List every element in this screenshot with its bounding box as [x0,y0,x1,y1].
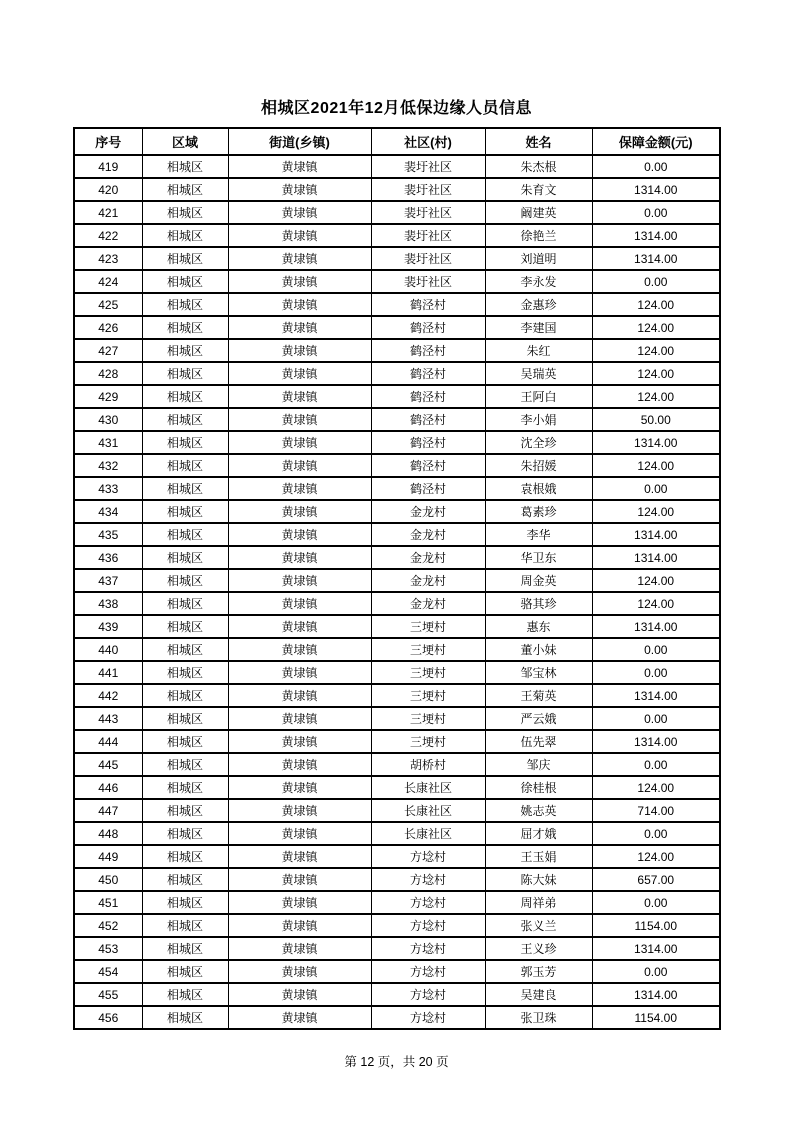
cell-index: 442 [74,684,142,707]
cell-amount: 1314.00 [592,730,720,753]
cell-index: 453 [74,937,142,960]
cell-name: 张卫珠 [485,1006,592,1029]
cell-region: 相城区 [142,178,228,201]
column-header-index: 序号 [74,128,142,155]
cell-amount: 124.00 [592,776,720,799]
cell-community: 三埂村 [371,661,485,684]
cell-amount: 0.00 [592,960,720,983]
cell-region: 相城区 [142,500,228,523]
cell-community: 长康社区 [371,776,485,799]
cell-name: 袁根娥 [485,477,592,500]
cell-amount: 124.00 [592,569,720,592]
column-header-street: 街道(乡镇) [228,128,371,155]
table-row [74,730,720,753]
cell-region: 相城区 [142,891,228,914]
cell-community: 金龙村 [371,500,485,523]
cell-region: 相城区 [142,477,228,500]
cell-region: 相城区 [142,592,228,615]
cell-name: 伍先翠 [485,730,592,753]
cell-name: 陈大妹 [485,868,592,891]
cell-community: 三埂村 [371,684,485,707]
table-row [74,707,720,730]
cell-amount: 1314.00 [592,431,720,454]
cell-community: 方埝村 [371,868,485,891]
cell-region: 相城区 [142,155,228,178]
table-row [74,799,720,822]
cell-name: 吴瑞英 [485,362,592,385]
table-row [74,454,720,477]
cell-community: 鹤泾村 [371,293,485,316]
cell-index: 436 [74,546,142,569]
cell-region: 相城区 [142,707,228,730]
cell-index: 431 [74,431,142,454]
cell-name: 王玉娟 [485,845,592,868]
cell-name: 李永发 [485,270,592,293]
table-row [74,201,720,224]
cell-index: 444 [74,730,142,753]
column-header-amount: 保障金额(元) [592,128,720,155]
cell-amount: 0.00 [592,707,720,730]
cell-amount: 0.00 [592,661,720,684]
table-row [74,270,720,293]
cell-index: 450 [74,868,142,891]
cell-community: 鹤泾村 [371,362,485,385]
cell-street: 黄埭镇 [228,500,371,523]
cell-street: 黄埭镇 [228,730,371,753]
cell-region: 相城区 [142,1006,228,1029]
cell-amount: 1314.00 [592,546,720,569]
cell-name: 吴建良 [485,983,592,1006]
cell-street: 黄埭镇 [228,868,371,891]
cell-index: 456 [74,1006,142,1029]
cell-region: 相城区 [142,868,228,891]
table-row [74,684,720,707]
cell-name: 周金英 [485,569,592,592]
cell-community: 三埂村 [371,730,485,753]
table-row [74,155,720,178]
table-row [74,960,720,983]
cell-street: 黄埭镇 [228,477,371,500]
cell-street: 黄埭镇 [228,431,371,454]
cell-region: 相城区 [142,684,228,707]
cell-community: 裴圩社区 [371,155,485,178]
cell-index: 448 [74,822,142,845]
cell-name: 严云娥 [485,707,592,730]
cell-street: 黄埭镇 [228,845,371,868]
cell-street: 黄埭镇 [228,362,371,385]
cell-name: 骆其珍 [485,592,592,615]
table-row [74,983,720,1006]
table-row [74,500,720,523]
cell-amount: 1314.00 [592,937,720,960]
cell-index: 455 [74,983,142,1006]
cell-name: 朱招媛 [485,454,592,477]
table-row [74,523,720,546]
cell-region: 相城区 [142,615,228,638]
cell-amount: 124.00 [592,362,720,385]
cell-index: 423 [74,247,142,270]
cell-street: 黄埭镇 [228,776,371,799]
cell-index: 429 [74,385,142,408]
cell-community: 三埂村 [371,615,485,638]
page-title: 相城区2021年12月低保边缘人员信息 [261,100,532,117]
cell-name: 刘道明 [485,247,592,270]
cell-name: 朱红 [485,339,592,362]
cell-street: 黄埭镇 [228,615,371,638]
cell-amount: 124.00 [592,454,720,477]
cell-street: 黄埭镇 [228,822,371,845]
cell-street: 黄埭镇 [228,753,371,776]
table-row [74,845,720,868]
table-row [74,178,720,201]
cell-street: 黄埭镇 [228,592,371,615]
cell-amount: 1314.00 [592,247,720,270]
cell-index: 435 [74,523,142,546]
cell-region: 相城区 [142,845,228,868]
cell-community: 长康社区 [371,799,485,822]
cell-index: 424 [74,270,142,293]
cell-name: 惠东 [485,615,592,638]
cell-name: 邹宝林 [485,661,592,684]
cell-name: 朱育文 [485,178,592,201]
cell-community: 鹤泾村 [371,431,485,454]
cell-index: 430 [74,408,142,431]
cell-community: 方埝村 [371,937,485,960]
cell-region: 相城区 [142,914,228,937]
cell-community: 鹤泾村 [371,316,485,339]
cell-community: 鹤泾村 [371,339,485,362]
cell-region: 相城区 [142,799,228,822]
table-header [74,128,720,155]
cell-region: 相城区 [142,339,228,362]
cell-region: 相城区 [142,385,228,408]
cell-street: 黄埭镇 [228,684,371,707]
cell-street: 黄埭镇 [228,316,371,339]
table-row [74,1006,720,1029]
cell-amount: 124.00 [592,385,720,408]
cell-community: 三埂村 [371,707,485,730]
cell-amount: 0.00 [592,477,720,500]
benefits-table [73,127,721,1030]
cell-region: 相城区 [142,247,228,270]
table-row [74,546,720,569]
cell-community: 金龙村 [371,546,485,569]
cell-community: 裴圩社区 [371,224,485,247]
cell-region: 相城区 [142,431,228,454]
cell-street: 黄埭镇 [228,339,371,362]
cell-region: 相城区 [142,569,228,592]
cell-name: 金惠珍 [485,293,592,316]
cell-region: 相城区 [142,224,228,247]
cell-street: 黄埭镇 [228,891,371,914]
cell-index: 422 [74,224,142,247]
cell-name: 华卫东 [485,546,592,569]
cell-name: 王义珍 [485,937,592,960]
cell-index: 445 [74,753,142,776]
cell-name: 邹庆 [485,753,592,776]
cell-amount: 0.00 [592,753,720,776]
cell-street: 黄埭镇 [228,983,371,1006]
cell-community: 裴圩社区 [371,178,485,201]
cell-community: 长康社区 [371,822,485,845]
cell-name: 王菊英 [485,684,592,707]
cell-region: 相城区 [142,753,228,776]
cell-community: 三埂村 [371,638,485,661]
cell-street: 黄埭镇 [228,1006,371,1029]
cell-community: 方埝村 [371,983,485,1006]
cell-name: 郭玉芳 [485,960,592,983]
cell-street: 黄埭镇 [228,638,371,661]
cell-community: 方埝村 [371,845,485,868]
cell-amount: 1314.00 [592,983,720,1006]
cell-index: 451 [74,891,142,914]
table-row [74,822,720,845]
cell-community: 方埝村 [371,960,485,983]
cell-index: 427 [74,339,142,362]
cell-amount: 0.00 [592,822,720,845]
cell-name: 李建国 [485,316,592,339]
cell-region: 相城区 [142,776,228,799]
cell-street: 黄埭镇 [228,960,371,983]
cell-region: 相城区 [142,523,228,546]
cell-index: 420 [74,178,142,201]
cell-region: 相城区 [142,293,228,316]
cell-street: 黄埭镇 [228,224,371,247]
cell-amount: 124.00 [592,592,720,615]
cell-street: 黄埭镇 [228,546,371,569]
cell-index: 433 [74,477,142,500]
cell-region: 相城区 [142,960,228,983]
cell-amount: 1314.00 [592,523,720,546]
cell-index: 449 [74,845,142,868]
cell-name: 周祥弟 [485,891,592,914]
table-row [74,431,720,454]
cell-street: 黄埭镇 [228,385,371,408]
cell-region: 相城区 [142,362,228,385]
cell-street: 黄埭镇 [228,178,371,201]
cell-street: 黄埭镇 [228,247,371,270]
cell-amount: 1314.00 [592,615,720,638]
cell-region: 相城区 [142,316,228,339]
cell-street: 黄埭镇 [228,155,371,178]
cell-region: 相城区 [142,408,228,431]
cell-region: 相城区 [142,270,228,293]
cell-street: 黄埭镇 [228,661,371,684]
table-row [74,661,720,684]
cell-street: 黄埭镇 [228,914,371,937]
cell-street: 黄埭镇 [228,408,371,431]
cell-amount: 1314.00 [592,224,720,247]
cell-index: 426 [74,316,142,339]
cell-index: 419 [74,155,142,178]
table-row [74,385,720,408]
cell-community: 方埝村 [371,891,485,914]
cell-community: 鹤泾村 [371,385,485,408]
table-row [74,224,720,247]
cell-index: 452 [74,914,142,937]
table-row [74,362,720,385]
cell-amount: 0.00 [592,201,720,224]
cell-community: 裴圩社区 [371,201,485,224]
cell-index: 428 [74,362,142,385]
page-footer: 第 12 页，共 20 页 [344,1055,449,1069]
cell-name: 董小妹 [485,638,592,661]
cell-amount: 124.00 [592,339,720,362]
cell-region: 相城区 [142,454,228,477]
cell-name: 姚志英 [485,799,592,822]
cell-name: 葛素珍 [485,500,592,523]
column-header-community: 社区(村) [371,128,485,155]
cell-amount: 0.00 [592,638,720,661]
table-row [74,316,720,339]
cell-amount: 0.00 [592,891,720,914]
cell-street: 黄埭镇 [228,523,371,546]
table-row [74,293,720,316]
cell-community: 金龙村 [371,569,485,592]
table-row [74,615,720,638]
cell-name: 沈全珍 [485,431,592,454]
table-row [74,868,720,891]
cell-name: 李华 [485,523,592,546]
table-row [74,776,720,799]
cell-amount: 124.00 [592,845,720,868]
cell-street: 黄埭镇 [228,707,371,730]
cell-street: 黄埭镇 [228,454,371,477]
table-row [74,753,720,776]
cell-name: 阚建英 [485,201,592,224]
cell-index: 441 [74,661,142,684]
table-header-row [74,128,720,155]
cell-index: 446 [74,776,142,799]
table-row [74,592,720,615]
cell-name: 张义兰 [485,914,592,937]
cell-street: 黄埭镇 [228,937,371,960]
table-row [74,569,720,592]
cell-community: 金龙村 [371,592,485,615]
cell-amount: 124.00 [592,316,720,339]
cell-region: 相城区 [142,983,228,1006]
cell-amount: 1154.00 [592,1006,720,1029]
table-row [74,477,720,500]
cell-name: 李小娟 [485,408,592,431]
cell-amount: 714.00 [592,799,720,822]
cell-index: 440 [74,638,142,661]
cell-region: 相城区 [142,546,228,569]
table-row [74,891,720,914]
cell-street: 黄埭镇 [228,270,371,293]
cell-region: 相城区 [142,937,228,960]
cell-street: 黄埭镇 [228,201,371,224]
table-row [74,247,720,270]
table-row [74,638,720,661]
cell-index: 425 [74,293,142,316]
cell-amount: 1154.00 [592,914,720,937]
cell-index: 447 [74,799,142,822]
cell-name: 屈才娥 [485,822,592,845]
table-row [74,339,720,362]
cell-index: 439 [74,615,142,638]
cell-amount: 0.00 [592,155,720,178]
cell-amount: 124.00 [592,500,720,523]
cell-name: 朱杰根 [485,155,592,178]
cell-amount: 1314.00 [592,178,720,201]
cell-community: 胡桥村 [371,753,485,776]
cell-name: 王阿白 [485,385,592,408]
cell-region: 相城区 [142,638,228,661]
cell-community: 裴圩社区 [371,247,485,270]
cell-community: 裴圩社区 [371,270,485,293]
column-header-name: 姓名 [485,128,592,155]
cell-street: 黄埭镇 [228,293,371,316]
cell-street: 黄埭镇 [228,799,371,822]
cell-community: 金龙村 [371,523,485,546]
cell-name: 徐桂根 [485,776,592,799]
cell-index: 421 [74,201,142,224]
table-row [74,408,720,431]
cell-region: 相城区 [142,822,228,845]
cell-community: 鹤泾村 [371,454,485,477]
cell-community: 鹤泾村 [371,408,485,431]
cell-amount: 50.00 [592,408,720,431]
cell-community: 方埝村 [371,914,485,937]
cell-community: 鹤泾村 [371,477,485,500]
cell-amount: 124.00 [592,293,720,316]
cell-community: 方埝村 [371,1006,485,1029]
cell-index: 443 [74,707,142,730]
cell-index: 432 [74,454,142,477]
cell-index: 437 [74,569,142,592]
cell-amount: 0.00 [592,270,720,293]
cell-street: 黄埭镇 [228,569,371,592]
cell-amount: 657.00 [592,868,720,891]
cell-region: 相城区 [142,201,228,224]
cell-region: 相城区 [142,730,228,753]
table-row [74,914,720,937]
table-body [74,155,720,1029]
cell-index: 454 [74,960,142,983]
column-header-region: 区域 [142,128,228,155]
cell-region: 相城区 [142,661,228,684]
table-row [74,937,720,960]
cell-name: 徐艳兰 [485,224,592,247]
cell-index: 438 [74,592,142,615]
cell-index: 434 [74,500,142,523]
cell-amount: 1314.00 [592,684,720,707]
